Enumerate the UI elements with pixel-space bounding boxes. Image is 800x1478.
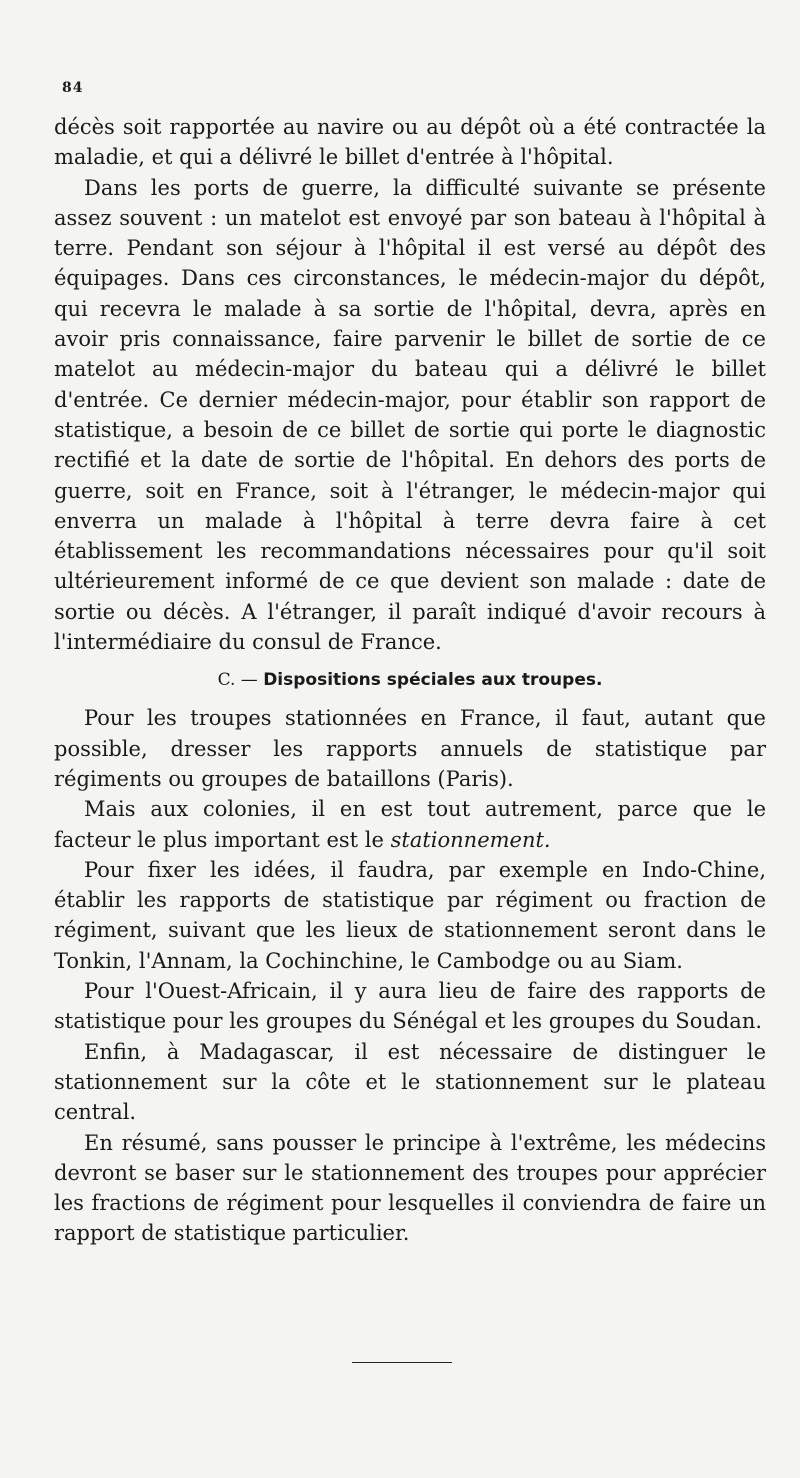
paragraph-madagascar: Enfin, à Madagascar, il est nécessaire de distinguer le stationnement sur la côte et le stationnement sur le plateau central. <box>54 1039 766 1125</box>
section-title: Dispositions spéciales aux troupes. <box>263 670 603 691</box>
page-number: 84 <box>62 80 84 96</box>
paragraph-colonies-text: Mais aux colonies, il en est tout autrement, parce que le facteur le plus important est le <box>54 797 766 852</box>
end-rule <box>352 1362 452 1363</box>
section-separator: — <box>240 670 258 691</box>
paragraph-resume: En résumé, sans pousser le principe à l'extrême, les médecins devront se baser sur le stationnement des troupes pour apprécier les fractions de régiment pour lesquelles il conviendra de faire un rapport de statistique particulier. <box>54 1130 766 1246</box>
paragraph-ports-de-guerre: Dans les ports de guerre, la difficulté suivante se présente assez souvent : un matelot est envoyé par son bateau à l'hôpital à terre. Pendant son séjour à l'hôpital il est versé au dépôt des équipages. Dans ces circonstances, le médecin-major du dépôt, qui recevra le malade à sa sortie de l'hôpital, devra, après en avoir pris connaissance, faire parvenir le billet de sortie de ce matelot au médecin-major du bateau qui a délivré le billet d'entrée. Ce dernier médecin-major, pour établir son rapport de statistique, a besoin de ce billet de sortie qui porte le diagnostic rectifié et la date de sortie de l'hôpital. En dehors des ports de guerre, soit en France, soit à l'étranger, le médecin-major qui enverra un malade à l'hôpital à terre devra faire à cet établissement les recommandations nécessaires pour qu'il soit ultérieurement informé de ce que devient son malade : date de sortie ou décès. A l'étranger, il paraît indiqué d'avoir recours à l'intermédiaire du consul de France. <box>54 175 766 655</box>
body-text <box>54 112 766 1249</box>
paragraph-colonies-emphasis: stationnement. <box>390 827 551 852</box>
paragraph-colonies <box>54 794 766 855</box>
section-letter: C. <box>217 670 236 691</box>
section-heading <box>54 667 766 693</box>
paragraph-continued: décès soit rapportée au navire ou au dépôt où a été contractée la maladie, et qui a délivré le billet d'entrée à l'hôpital. <box>54 115 766 170</box>
paragraph-troupes-france: Pour les troupes stationnées en France, il faut, autant que possible, dresser les rapports annuels de statistique par régiments ou groupes de bataillons (Paris). <box>54 706 766 791</box>
paragraph-indo-chine: Pour fixer les idées, il faudra, par exemple en Indo-Chine, établir les rapports de statistique par régiment ou fraction de régiment, suivant que les lieux de stationnement seront dans le Tonkin, l'Annam, la Cochinchine, le Cambodge ou au Siam. <box>54 857 766 973</box>
paragraph-ouest-africain: Pour l'Ouest-Africain, il y aura lieu de faire des rapports de statistique pour les groupes du Sénégal et les groupes du Soudan. <box>54 979 766 1034</box>
